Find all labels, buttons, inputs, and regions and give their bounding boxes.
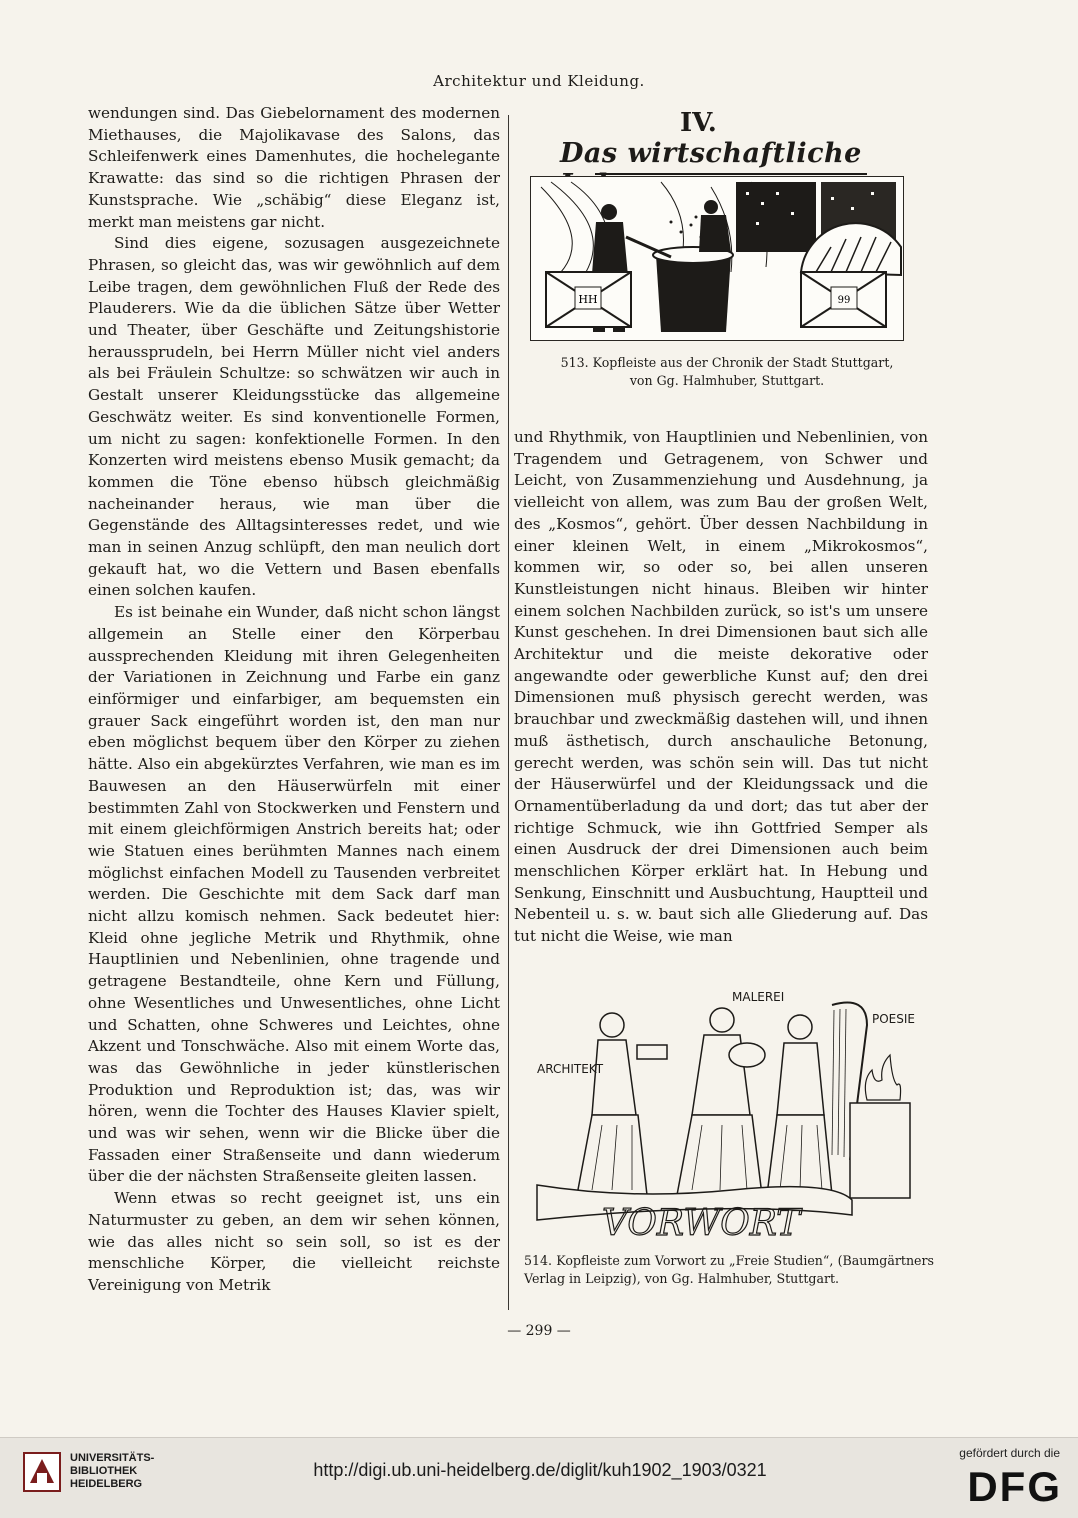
footer-bar: [0, 1437, 1078, 1518]
figure-513-artwork: [531, 177, 903, 340]
figure-514-caption: 514. Kopfleiste zum Vorwort zu „Freie Studien“, (Baumgärtners Verlag in Leipzig), von Gg. Halmhuber, Stuttgart.: [524, 1253, 934, 1286]
figure-514-illustration: [532, 985, 930, 1247]
dfg-logo: DFG: [967, 1463, 1062, 1510]
paragraph: Es ist beinahe ein Wunder, daß nicht schon längst allgemein an Stelle einer den Körperbau aussprechenden Kleidung mit ihren Gelegenheiten der Variationen in Zeichnung und Farbe ein ganz einförmiger und einfarbiger, am bequemsten ein grauer Sack eingeführt worden ist, den man nur eben möglichst bequem über den Körper zu ziehen hätte. Also ein abgekürztes Verfahren, wie man es im Bauwesen an den Häuserwürfeln mit einer bestimmten Zahl von Stockwerken und Fenstern und mit einem gleichförmigen Anstrich bereits hat; oder wie Statuen eines berühmten Mannes nach einem möglichst einfachen Modell zu Tausenden verbreitet werden. Die Geschichte mit dem Sack darf man nicht allzu komisch nehmen. Sack bedeutet hier: Kleid ohne jegliche Metrik und Rhythmik, ohne Hauptlinien und Nebenlinien, ohne tragende und getragene Bestandteile, ohne Kern und Füllung, ohne Wesentliches und Unwesentliches, ohne Licht und Schatten, ohne Schweres und Leichtes, ohne Akzent und Tonschwäche. Also mit einem Worte das, was das Gewöhnliche in jeder künstlerischen Produktion und Reproduktion ist; das, was wir hören, wenn die Tochter des Hauses Klavier spielt, und was wir sehen, wenn wir die Blicke über die Fassaden einer Straßenseite und dann wiederum über die der nächsten Straßenseite gleiten lassen.: [88, 603, 500, 1186]
label-poesie: POESIE: [872, 1012, 916, 1026]
right-column: [514, 427, 928, 948]
funding-text: gefördert durch die: [959, 1446, 1060, 1460]
figure-514-artwork: [532, 985, 930, 1247]
figure-513-illustration: [530, 176, 904, 341]
university-name-line: HEIDELBERG: [70, 1478, 143, 1490]
running-head: Architektur und Kleidung.: [433, 72, 645, 90]
paragraph: Sind dies eigene, sozusagen ausgezeichnete Phrasen, so gleicht das, was wir gewöhnlich auf dem Leibe tragen, dem gewöhnlichen Fluß der Rede des Plauderers. Wie da die üblichen Sätze über Wetter und Theater, über Geschäfte und Zeitungshistorie heraussprudeln, bei Herrn Müller nicht viel anders als bei Fräulein Schultze: so schwätzen wir auch in Gestalt unserer Kleidungsstücke das allgemeine Geschwätz weiter. Es sind konventionelle Formen, um nicht zu sagen: konfektionelle Formen. In den Konzerten wird meistens ebenso Musik gemacht; da kommen die Töne ebenso hübsch gleichmäßig nacheinander heraus, wie man über die Gegenstände des Alltagsinteresses redet, und wie man in seinen Anzug schlüpft, den man neulich dort gekauft hat, wo die Vettern und Basen ebenfalls einen solchen kaufen.: [88, 234, 500, 600]
university-seal-icon: [22, 1451, 62, 1493]
paragraph: wendungen sind. Das Giebelornament des modernen Miethauses, die Majolikavase des Salons, das Schleifenwerk eines Damenhutes, die hochelegante Krawatte: das sind so die richtigen Phrasen der Kunstsprache. Wie „schäbig“ diese Eleganz ist, merkt man meistens gar nicht.: [88, 104, 500, 231]
title-rule: [595, 173, 867, 175]
university-name: [70, 1452, 154, 1491]
left-column: [88, 103, 500, 1297]
section-number: IV.: [680, 108, 717, 138]
section-title: Das wirtschaftliche: [560, 138, 862, 169]
label-malerei: MALEREI: [732, 990, 785, 1004]
paragraph: und Rhythmik, von Hauptlinien und Nebenlinien, von Tragendem und Getragenem, von Schwer und Leicht, von Zusammenziehung und Ausdehnung, ja vielleicht von allem, was zum Bau der großen Welt, des „Kosmos“, gehört. Über dessen Nachbildung in einer kleinen Welt, in einem „Mikrokosmos“, kommen wir, so oder so, bei allen unseren Kunstleistungen nicht hinaus. Bleiben wir hinter einem solchen Nachbilden zurück, so ist's um unsere Kunst geschehen. In drei Dimensionen baut sich alle Architektur und die meiste dekorative oder angewandte oder gewerbliche Kunst auf; den drei Dimensionen muß physisch gerecht werden, was brauchbar und zweckmäßig dastehen will, und ihnen muß ästhetisch, durch anschauliche Betonung, gerecht werden, was schön sein will. Das tut nicht der Häuserwürfel und der Kleidungssack und die Ornamentüberladung da und dort; das tut aber der richtige Schmuck, wie ihn Gottfried Semper als einen Ausdruck der drei Dimensionen auch beim menschlichen Körper erklärt hat. In Hebung und Senkung, Einschnitt und Ausbuchtung, Hauptteil und Nebenteil u. s. w. baut sich alle Gliederung auf. Das tut nicht die Weise, wie man: [514, 428, 928, 946]
source-url-link[interactable]: http://digi.ub.uni-heidelberg.de/diglit/kuh1902_1903/0321: [313, 1460, 767, 1480]
column-divider: [508, 115, 509, 1310]
university-name-line: UNIVERSITÄTS-: [70, 1452, 155, 1464]
figure-513-caption: 513. Kopfleiste aus der Chronik der Stadt Stuttgart, von Gg. Halmhuber, Stuttgart.: [560, 355, 894, 388]
page-number: — 299 —: [507, 1323, 571, 1339]
paragraph: Wenn etwas so recht geeignet ist, uns ein Naturmuster zu geben, an dem wir sehen können, wie das alles nicht so sein soll, so ist es der menschliche Körper, die vielleicht reichste Vereinigung von Metrik: [88, 1189, 500, 1294]
university-name-line: BIBLIOTHEK: [70, 1465, 138, 1477]
label-architektur: ARCHITEKT: [537, 1062, 604, 1076]
label-vorwort: VORWORT: [602, 1203, 801, 1244]
monogram-label: HH: [578, 293, 598, 306]
date-mark-label: 99: [837, 295, 851, 306]
